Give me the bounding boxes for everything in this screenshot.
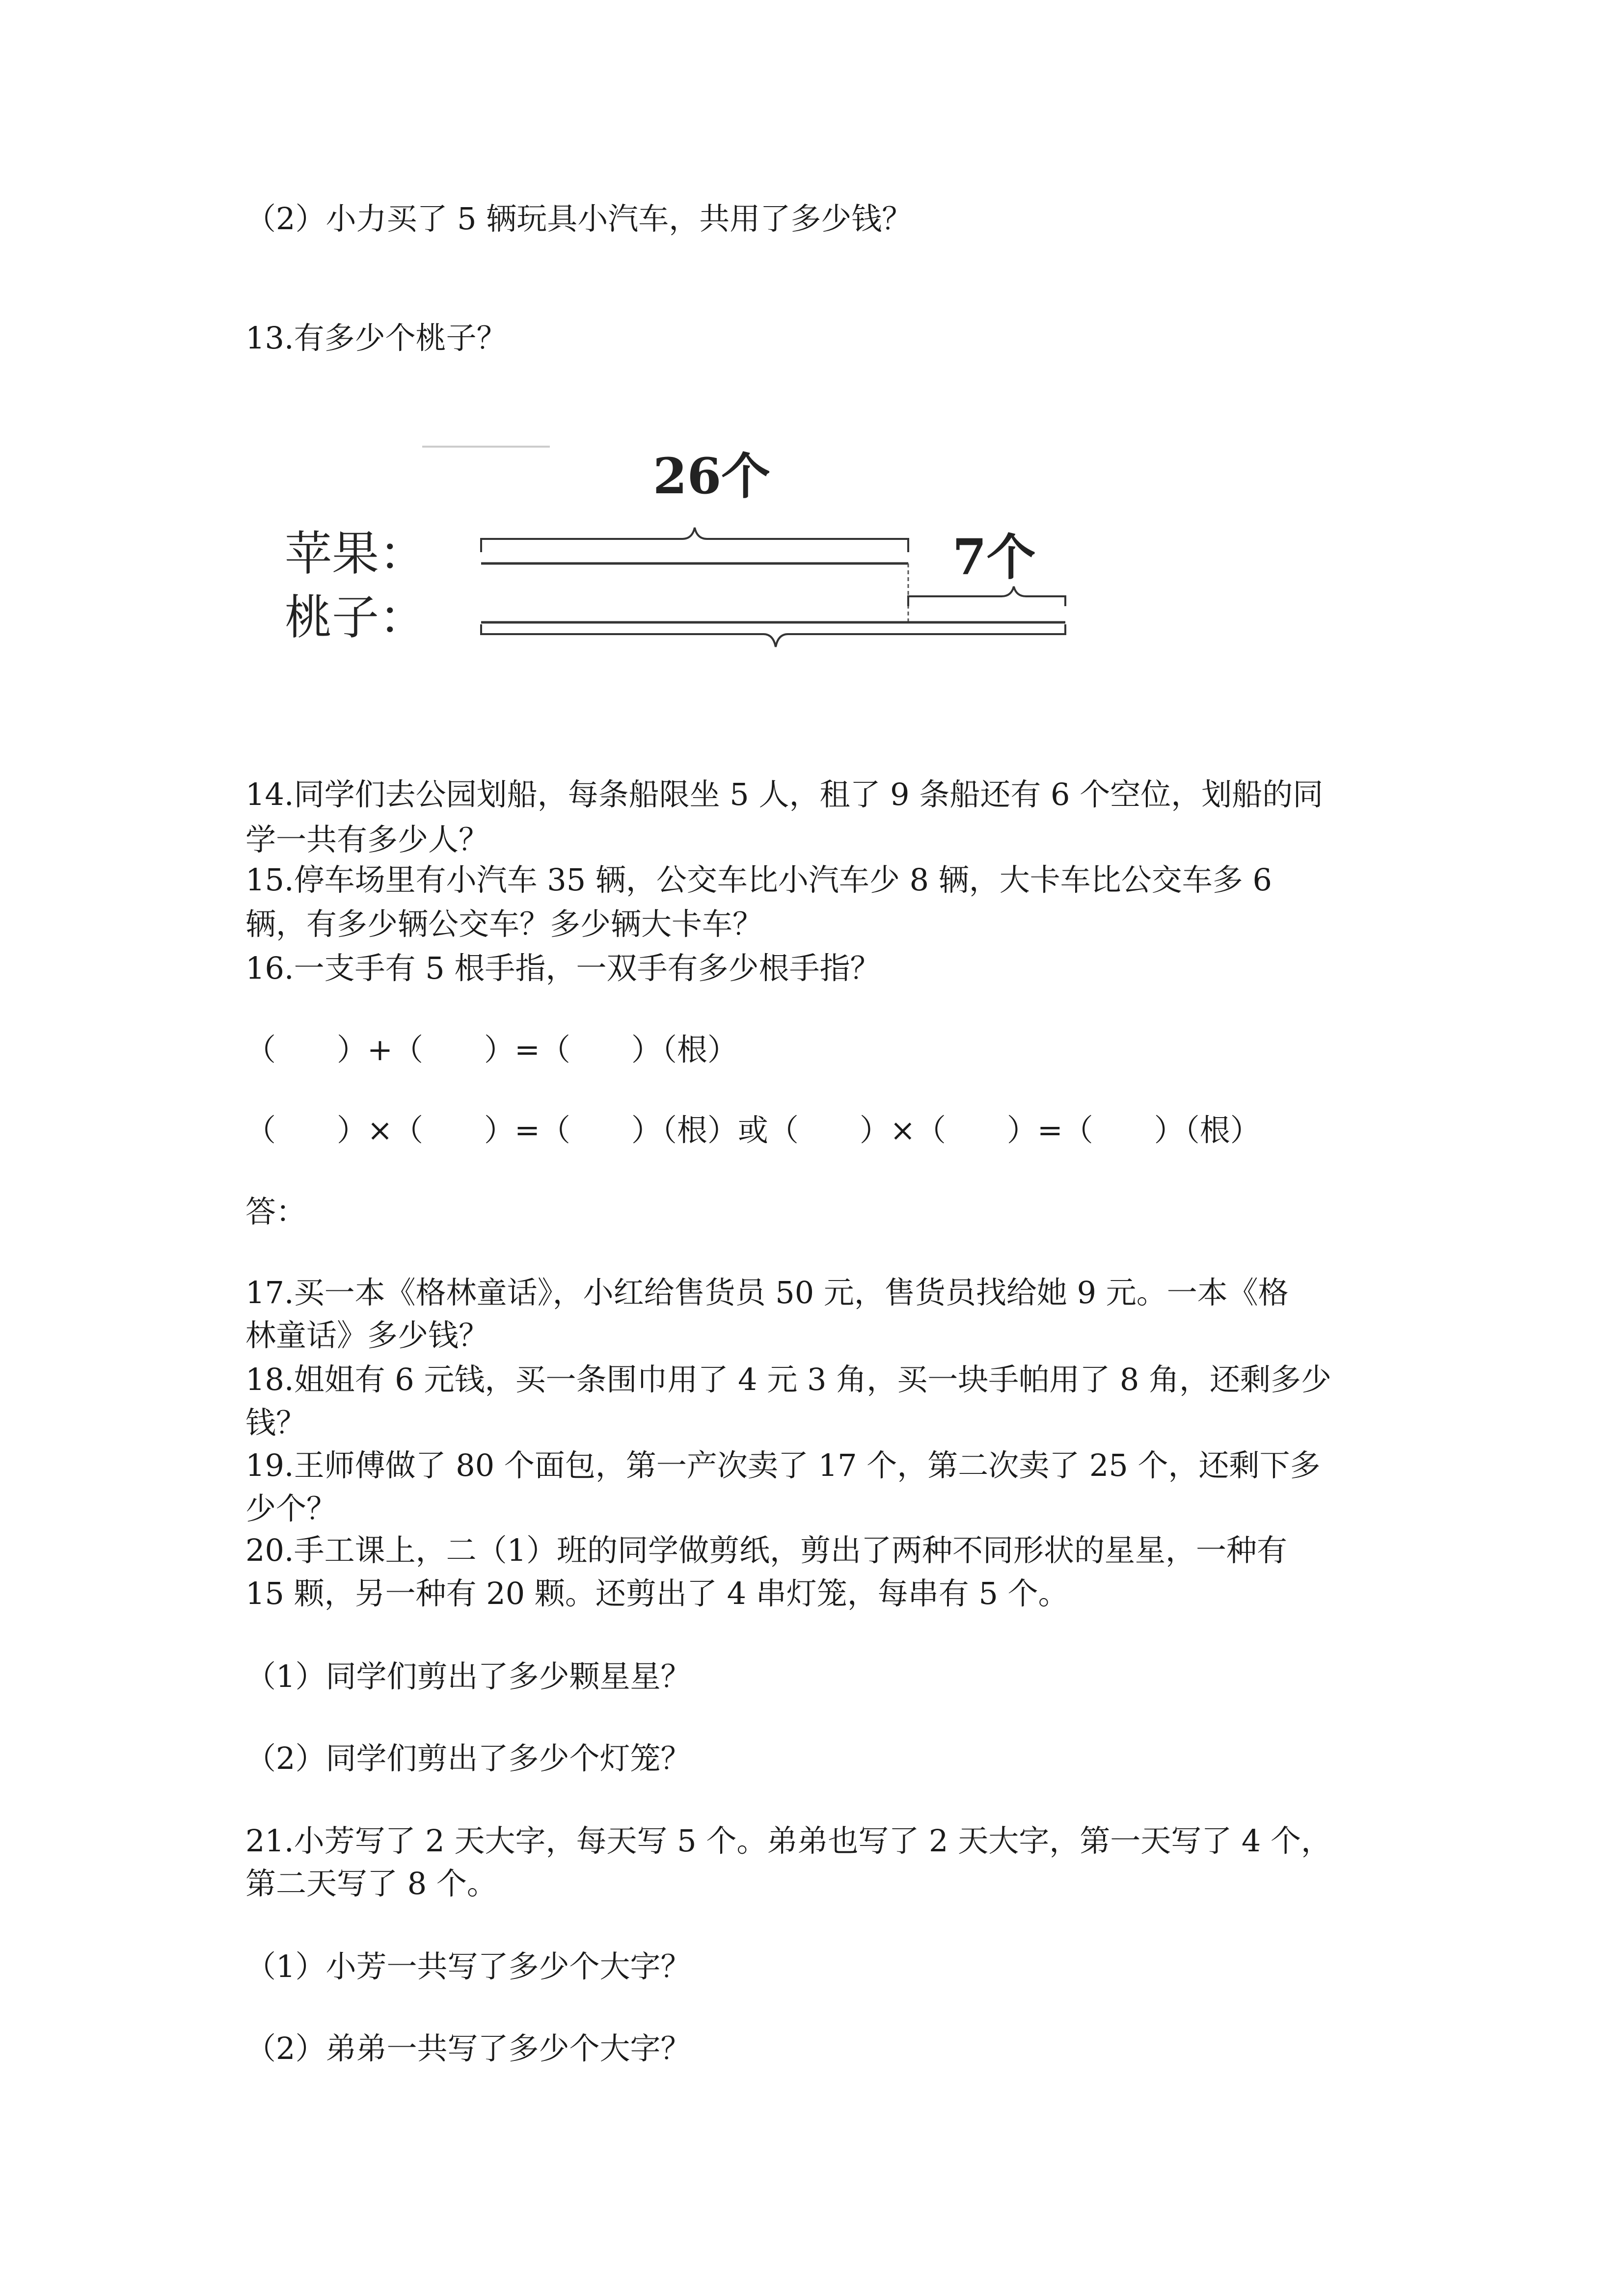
q17-line2: 林童话》多少钱？ bbox=[245, 1317, 489, 1353]
q12-sub2: （2）小力买了 5 辆玩具小汽车，共用了多少钱？ bbox=[245, 201, 913, 237]
q16-mult-blanks: （ ）×（ ）=（ ）（根）或（ ）×（ ）=（ ）（根） bbox=[245, 1112, 1261, 1148]
q14-line1: 14.同学们去公园划船，每条船限坐 5 人，租了 9 条船还有 6 个空位，划船的同 bbox=[245, 776, 1324, 812]
q20-line2: 15 颗，另一种有 20 颗。还剪出了 4 串灯笼，每串有 5 个。 bbox=[245, 1575, 1069, 1611]
q14-line2: 学一共有多少人？ bbox=[245, 822, 489, 857]
q16-answer: 答： bbox=[245, 1194, 307, 1229]
line-segment-diagram bbox=[275, 432, 1090, 697]
q21-line1: 21.小芳写了 2 天大字，每天写 5 个。弟弟也写了 2 天大字，第一天写了 4 个， bbox=[245, 1823, 1332, 1859]
diff-count-label: 7个 bbox=[952, 528, 1036, 586]
q18-line2: 钱？ bbox=[245, 1405, 307, 1441]
q21-sub1: （1）小芳一共写了多少个大字？ bbox=[245, 1949, 691, 1984]
q20-line1: 20.手工课上，二（1）班的同学做剪纸，剪出了两种不同形状的星星，一种有 bbox=[245, 1532, 1288, 1568]
q16-title: 16.一支手有 5 根手指，一双手有多少根手指？ bbox=[245, 950, 881, 986]
q19-line1: 19.王师傅做了 80 个面包，第一产次卖了 17 个，第二次卖了 25 个，还剩下多 bbox=[245, 1447, 1321, 1483]
q13-title: 13.有多少个桃子？ bbox=[245, 320, 507, 356]
diff-brace bbox=[908, 587, 1065, 606]
q17-line1: 17.买一本《格林童话》，小红给售货员 50 元，售货员找给她 9 元。一本《格 bbox=[245, 1275, 1289, 1310]
q19-line2: 少个？ bbox=[245, 1491, 337, 1526]
q15-line1: 15.停车场里有小汽车 35 辆，公交车比小汽车少 8 辆，大卡车比公交车多 6 bbox=[245, 862, 1272, 898]
apple-count-label: 26个 bbox=[653, 447, 771, 505]
q21-sub2: （2）弟弟一共写了多少个大字？ bbox=[245, 2030, 691, 2066]
apple-label: 苹果： bbox=[285, 526, 426, 581]
peach-brace bbox=[481, 624, 1065, 647]
q20-sub2: （2）同学们剪出了多少个灯笼？ bbox=[245, 1740, 691, 1776]
q18-line1: 18.姐姐有 6 元钱，买一条围巾用了 4 元 3 角，买一块手帕用了 8 角，还剩多少 bbox=[245, 1362, 1332, 1397]
q20-sub1: （1）同学们剪出了多少颗星星？ bbox=[245, 1658, 691, 1694]
apple-brace bbox=[481, 528, 908, 552]
q21-line2: 第二天写了 8 个。 bbox=[245, 1866, 497, 1901]
peach-label: 桃子： bbox=[285, 590, 426, 645]
q16-add-blanks: （ ）+（ ）=（ ）（根） bbox=[245, 1032, 738, 1068]
q15-line2: 辆，有多少辆公交车？多少辆大卡车？ bbox=[245, 906, 763, 942]
